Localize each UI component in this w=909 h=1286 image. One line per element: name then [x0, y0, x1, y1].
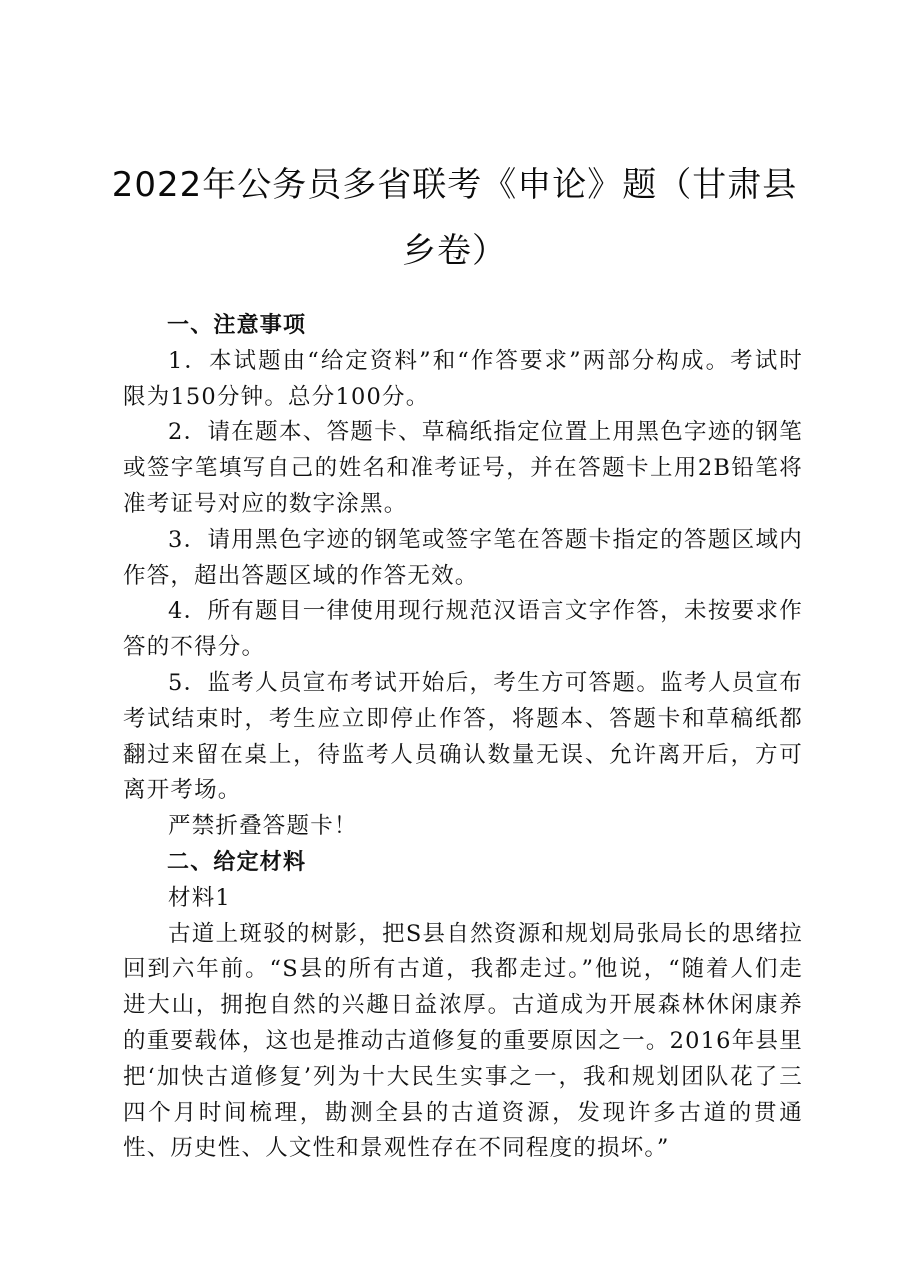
document-title: 2022年公务员多省联考《申论》题（甘肃县乡卷）: [111, 165, 798, 271]
notice-item-1: 1．本试题由“给定资料”和“作答要求”两部分构成。考试时限为150分钟。总分100分。: [123, 347, 803, 410]
section-heading-materials: 二、给定材料: [167, 849, 307, 875]
notice-item-3: 3．请用黑色字迹的钢笔或签字笔在答题卡指定的答题区域内作答，超出答题区域的作答无效。: [123, 526, 803, 589]
material-label: 材料1: [168, 884, 231, 911]
section-heading-notice: 一、注意事项: [167, 313, 307, 338]
warning-text: 严禁折叠答题卡！: [168, 813, 358, 840]
notice-item-5: 5．监考人员宣布考试开始后，考生方可答题。监考人员宣布考试结束时，考生应立即停止作答，将题本、答题卡和草稿纸都翻过来留在桌上，待监考人员确认数量无误、允许离开后，方可离开考场。: [123, 669, 803, 804]
notice-item-4: 4．所有题目一律使用现行规范汉语言文字作答，未按要求作答的不得分。: [123, 598, 803, 661]
notice-item-2: 2．请在题本、答题卡、草稿纸指定位置上用黑色字迹的钢笔或签字笔填写自己的姓名和准考证号，并在答题卡上用2B铅笔将准考证号对应的数字涂黑。: [123, 419, 803, 517]
document-body: [123, 308, 803, 1167]
material-paragraph: 古道上斑驳的树影，把S县自然资源和规划局张局长的思绪拉回到六年前。“S县的所有古道，我都走过。”他说，“随着人们走进大山，拥抱自然的兴趣日益浓厚。古道成为开展森林休闲康养的重要载体，这也是推动古道修复的重要原因之一。2016年县里把‘加快古道修复’列为十大民生实事之一，我和规划团队花了三四个月时间梳理，勘测全县的古道资源，发现许多古道的贯通性、历史性、人文性和景观性存在不同程度的损坏。”: [123, 920, 803, 1162]
